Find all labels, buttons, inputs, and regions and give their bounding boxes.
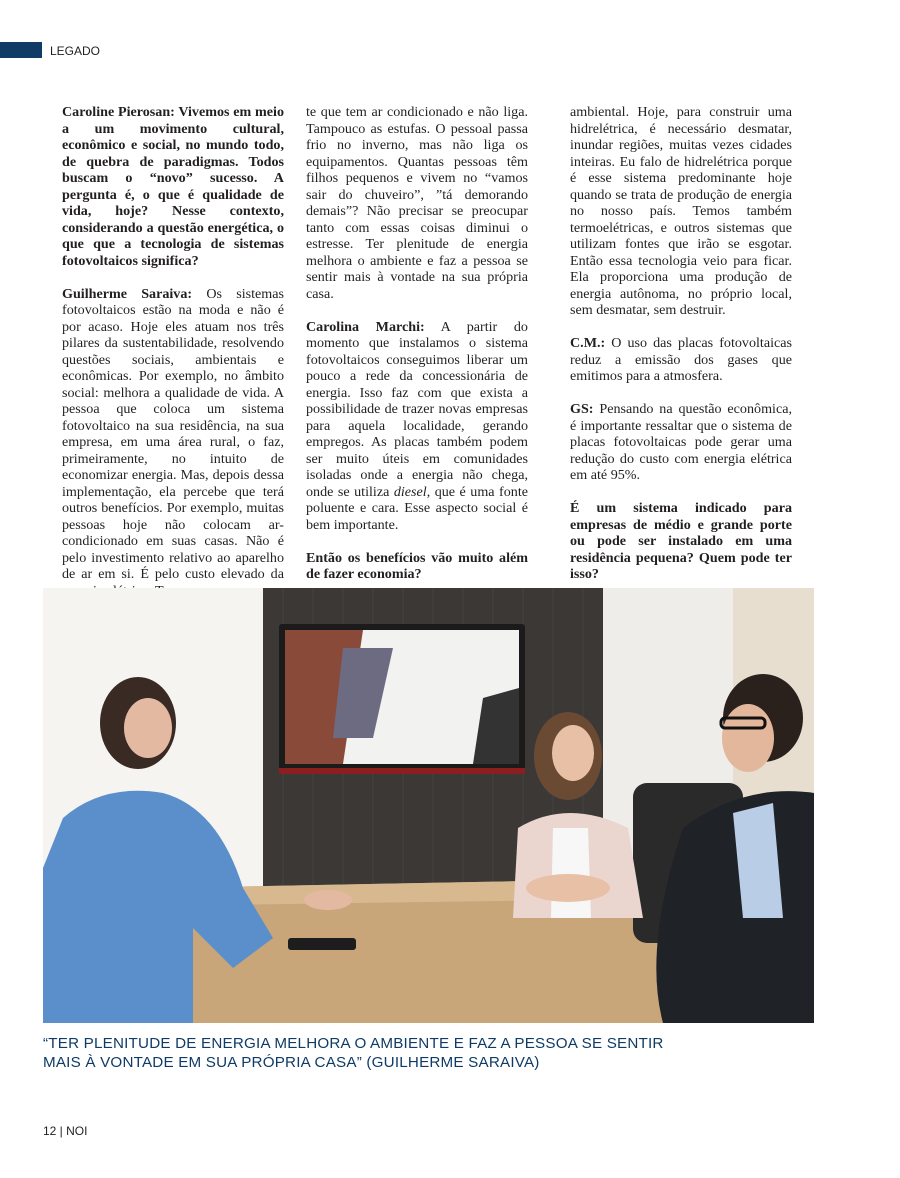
photo-caption bbox=[43, 1034, 743, 1072]
article-column-3 bbox=[570, 104, 792, 599]
speaker-name: Caroline Pierosan: bbox=[62, 104, 175, 120]
speaker-name: GS: bbox=[570, 401, 594, 417]
article-column-1 bbox=[62, 104, 284, 616]
answer-text: , que é uma fonte poluente e cara. Esse aspecto social é bem importante. bbox=[306, 483, 528, 533]
speaker-name: Carolina Marchi: bbox=[306, 318, 425, 335]
caption-line: “TER PLENITUDE DE ENERGIA MELHORA O AMBIENTE E FAZ A PESSOA SE SENTIR bbox=[43, 1035, 664, 1052]
speaker-name: C.M.: bbox=[570, 335, 606, 351]
article-column-2 bbox=[306, 104, 528, 632]
answer-continuation: te que tem ar condicionado e não liga. Tampouco as estufas. O pessoal passa frio no inverno, mas não liga os equipamentos. Quantas pessoas têm filhos pequenos e vivem no “vamos sair do chuveiro”, ”tá demorando demais”? Não precisar se preocupar tanto com essas coisas diminui o estresse. Ter plenitude de energia melhora o ambiente e faz a pessoa se sentir mais à vontade na sua própria casa. bbox=[306, 104, 528, 302]
answer-text: O uso das placas fotovoltaicas reduz a emissão dos gases que emitimos para a atmosfera. bbox=[570, 335, 792, 384]
answer-continuation: ambiental. Hoje, para construir uma hidrelétrica, é necessário desmatar, inundar regiões, muitas vezes cidades inteiras. Eu falo de hidrelétrica porque é esse sistema predominante hoje quando se trata de produção de energia no nosso país. Temos também termoelétricas, e outros sistemas que utilizam fontes que irão se esgotar. Então essa tecnologia veio para ficar. Ela proporciona uma produção de energia autônoma, no próprio local, sem desmatar, sem destruir. bbox=[570, 104, 792, 318]
answer-text: Os sistemas fotovoltaicos estão na moda e não é por acaso. Hoje eles atuam nos três pilares da sustentabilidade, resolvendo questões sociais, ambientais e econômicas. Por exemplo, no âmbito social: melhora a qualidade de vida. A pessoa que coloca um sistema fotovoltaico na sua residência, na sua empresa, em uma área rural, o faz, primeiramente, no intuito de economizar energia. Mas, depois dessa implementação, ela percebe que terá outros benefícios. Por exemplo, muitas pessoas hoje não colocam ar-condicionado em suas casas. Não é pelo investimento relativo ao aparelho de ar em si. É pelo custo elevado da bbox=[62, 285, 284, 582]
answer-text: Pensando na questão econômica, é importante ressaltar que o sistema de placas fotovoltaicas pode gerar uma redução do custo com energia elétrica em até 95%. bbox=[570, 401, 792, 483]
interview-question: É um sistema indicado para empresas de médio e grande porte ou pode ser instalado em uma residência pequena? Quem pode ter isso? bbox=[570, 500, 792, 582]
section-label: LEGADO bbox=[50, 44, 101, 58]
section-accent-bar bbox=[0, 42, 42, 58]
page-footer: 12 | NOI bbox=[43, 1124, 88, 1138]
speaker-name: Guilherme Saraiva: bbox=[62, 285, 193, 302]
question-text: Vivemos em meio a um movimento cultural, econômico e social, no mundo todo, de quebra de paradigmas. Todos buscam o “novo” sucesso. A pergunta é, o que é qualidade de vida, hoje? Nesse contexto, considerando a questão energética, o que que a tecnologia de sistemas fotovoltaicos significa? bbox=[62, 104, 284, 269]
interview-answer bbox=[306, 319, 528, 534]
italic-term: diesel bbox=[393, 483, 427, 500]
interview-question bbox=[62, 104, 284, 269]
answer-text: A partir do momento que instalamos o sistema fotovoltaicos conseguimos liberar um pouco a rede da concessionária de energia. Isso faz com que exista a possibilidade de trazer novas empresas para aquela localidade, gerando empregos. As placas também podem ser muito úteis em comunidades isoladas onde a energia não chega, onde se utiliza bbox=[306, 318, 528, 500]
interview-answer bbox=[570, 401, 792, 484]
caption-line: MAIS À VONTADE EM SUA PRÓPRIA CASA” (GUILHERME SARAIVA) bbox=[43, 1054, 540, 1071]
interview-photo bbox=[43, 588, 814, 1023]
interview-answer bbox=[62, 286, 284, 600]
interview-question: Então os benefícios vão muito além de fazer economia? bbox=[306, 549, 528, 582]
interview-answer bbox=[570, 335, 792, 385]
